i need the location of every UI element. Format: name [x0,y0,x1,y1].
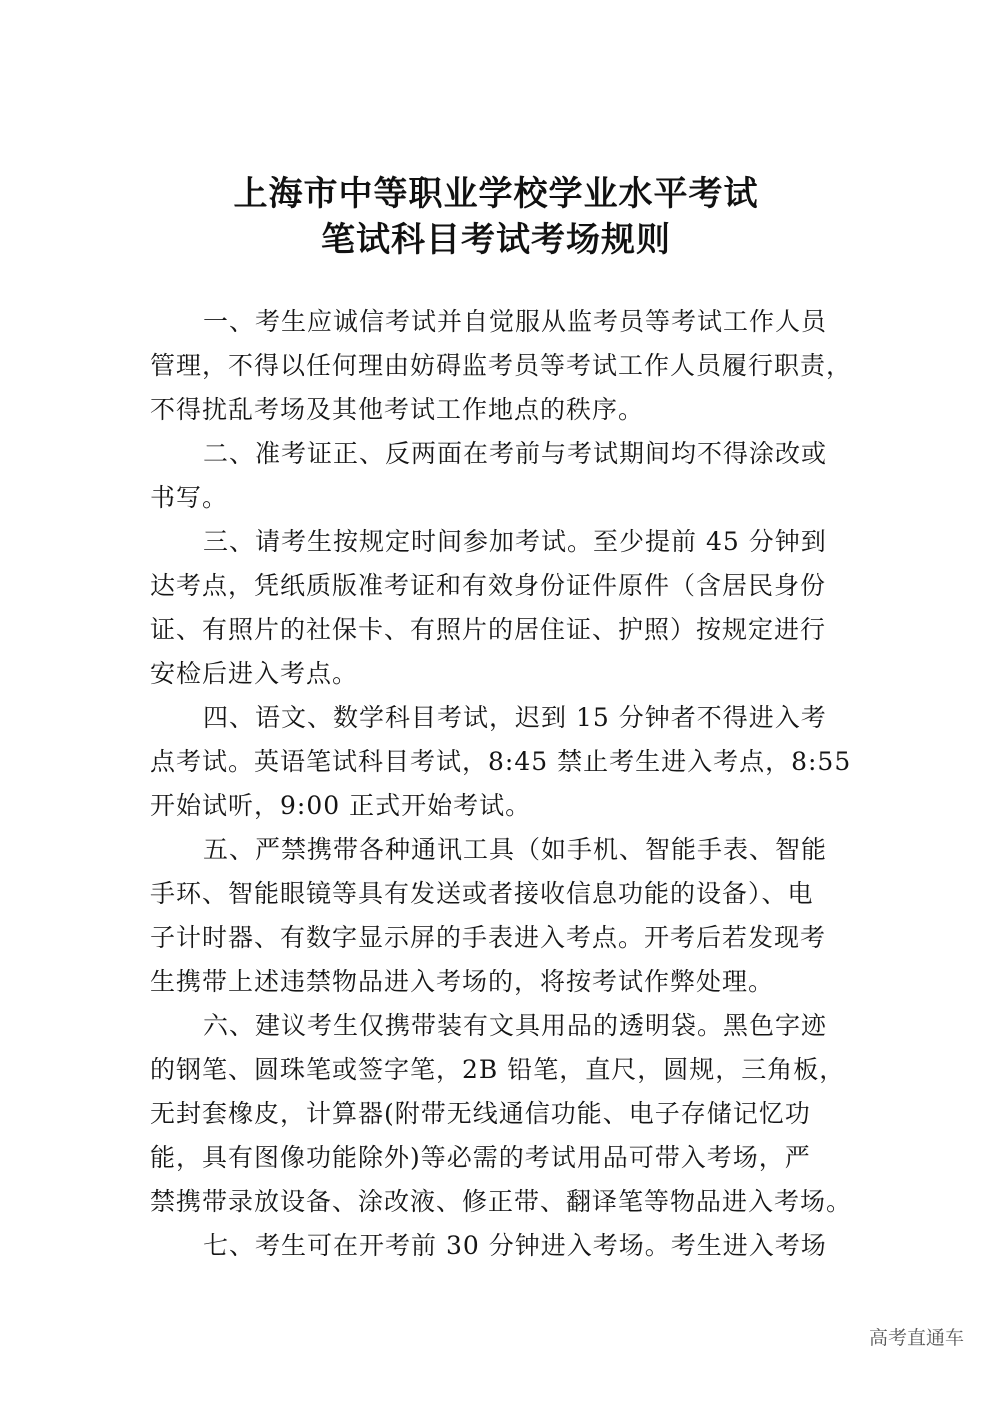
body-line: 禁携带录放设备、涂改液、修正带、翻译笔等物品进入考场。 [150,1187,853,1216]
body-line: 手环、智能眼镜等具有发送或者接收信息功能的设备）、电 [150,879,814,908]
body-line: 安检后进入考点。 [150,659,359,688]
body-line: 点考试。英语笔试科目考试，8:45 禁止考生进入考点，8:55 [150,747,852,776]
body-line: 五、严禁携带各种通讯工具（如手机、智能手表、智能 [203,835,828,864]
body-line: 二、准考证正、反两面在考前与考试期间均不得涂改或 [203,439,828,468]
body-line: 的钢笔、圆珠笔或签字笔，2B 铅笔，直尺，圆规，三角板， [150,1055,846,1084]
body-line: 七、考生可在开考前 30 分钟进入考场。考生进入考场 [203,1231,827,1260]
body-line: 一、考生应诚信考试并自觉服从监考员等考试工作人员 [203,307,828,336]
body-line: 六、建议考生仅携带装有文具用品的透明袋。黑色字迹 [203,1011,828,1040]
body-line: 三、请考生按规定时间参加考试。至少提前 45 分钟到 [203,527,827,556]
body-line: 生携带上述违禁物品进入考场的，将按考试作弊处理。 [150,967,775,996]
body-line: 能，具有图像功能除外)等必需的考试用品可带入考场，严 [150,1143,811,1172]
body-line: 子计时器、有数字显示屏的手表进入考点。开考后若发现考 [150,923,827,952]
body-line: 开始试听，9:00 正式开始考试。 [150,791,532,820]
body-line: 达考点，凭纸质版准考证和有效身份证件原件（含居民身份 [150,571,827,600]
document-body [150,300,853,1268]
body-line: 不得扰乱考场及其他考试工作地点的秩序。 [150,395,645,424]
document-title-line-1: 上海市中等职业学校学业水平考试 [233,174,759,214]
body-line: 四、语文、数学科目考试，迟到 15 分钟者不得进入考 [203,703,827,732]
document-title-line-2: 笔试科目考试考场规则 [321,220,671,260]
body-line: 书写。 [150,483,229,512]
body-line: 证、有照片的社保卡、有照片的居住证、护照）按规定进行 [150,615,827,644]
body-line: 无封套橡皮，计算器(附带无线通信功能、电子存储记忆功 [150,1099,811,1128]
body-line: 管理，不得以任何理由妨碍监考员等考试工作人员履行职责， [150,351,853,380]
watermark: 高考直通车 [868,1327,964,1349]
